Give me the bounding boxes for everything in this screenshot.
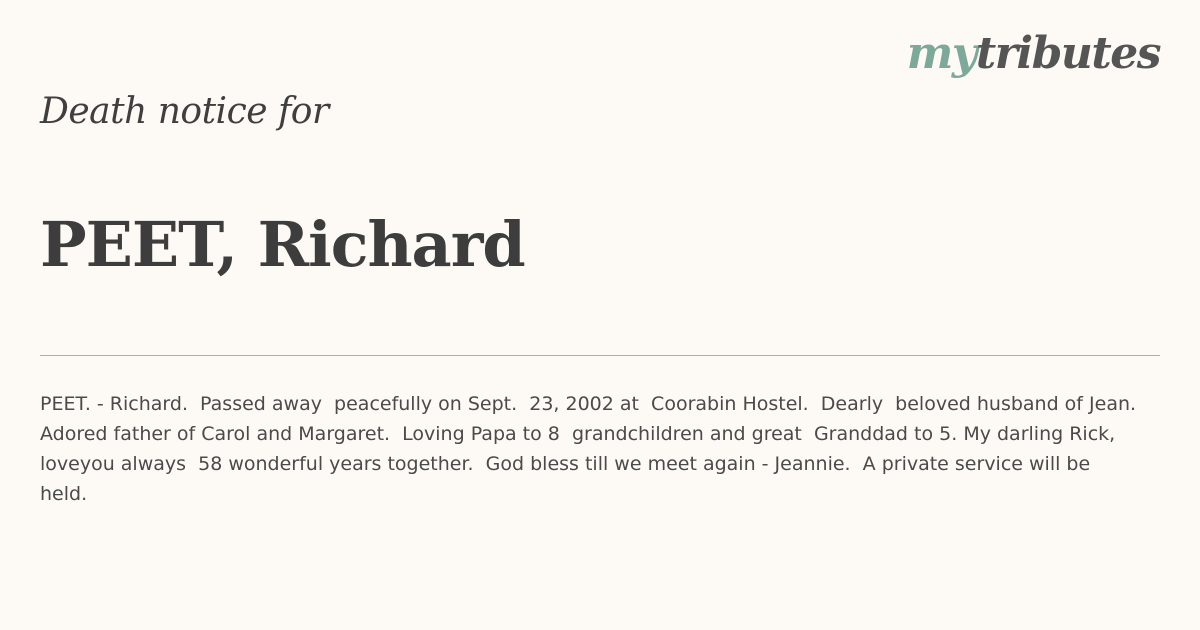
logo-tributes-text: tributes	[975, 28, 1160, 79]
logo-my-text: my	[906, 28, 976, 79]
notice-body-text: PEET. - Richard. Passed away peacefully on Sept. 23, 2002 at Coorabin Hostel. Dearly beloved husband of Jean. Adored father of Carol and Margaret. Loving Papa to 8 grandchildren and great Granddad to 5. My darling Rick, loveyou always 58 wonderful years together. God bless till we meet again - Jeannie. A private service will be held.	[40, 393, 1149, 505]
mytributes-logo[interactable]	[906, 28, 1160, 79]
deceased-name-title: PEET, Richard	[40, 208, 525, 281]
divider-line	[40, 355, 1160, 356]
notice-intro-heading: Death notice for	[40, 91, 329, 132]
